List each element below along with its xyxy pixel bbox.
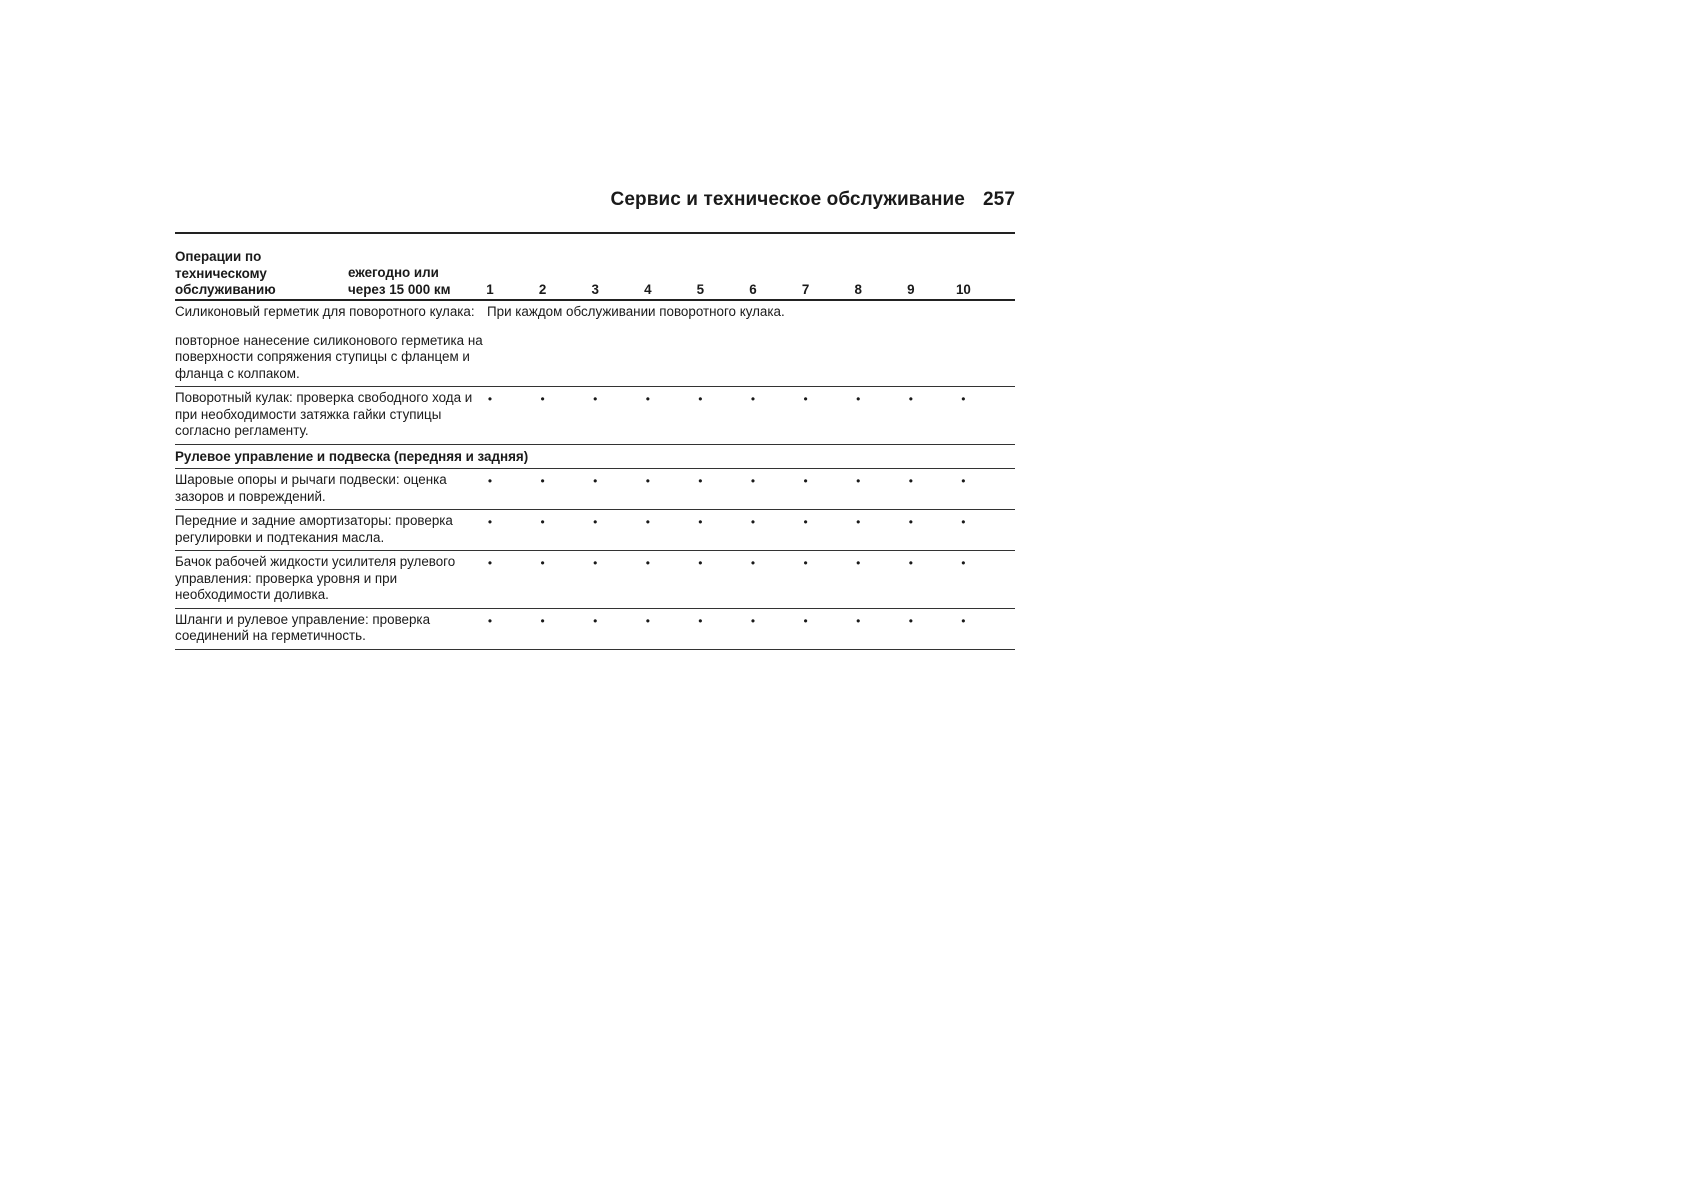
column-header-7: 7 (801, 282, 810, 297)
table-row (175, 387, 1015, 445)
interval-dot: • (698, 515, 703, 529)
operation-cell (175, 387, 485, 444)
operation-text: Поворотный кулак: проверка свободного хода и при необходимости затяжка гайки ступицы согласно регламенту. (175, 390, 473, 438)
interval-dot: • (856, 515, 861, 529)
interval-dot: • (645, 515, 650, 529)
column-header-1: 1 (486, 282, 494, 297)
interval-dot: • (961, 392, 966, 406)
interval-dot: • (908, 613, 913, 628)
operation-text: повторное нанесение силиконового герметика на поверхности сопряжения ступицы с фланцем и фланца с колпаком. (175, 332, 483, 381)
interval-dot: • (908, 556, 913, 570)
table-row (175, 609, 1015, 650)
interval-note: При каждом обслуживании поворотного кулака. (487, 304, 785, 319)
interval-dot: • (487, 474, 493, 488)
interval-dot: • (593, 392, 598, 406)
interval-dot: • (698, 556, 703, 570)
column-header-2: 2 (538, 282, 547, 297)
column-header-10: 10 (955, 282, 971, 297)
operation-text: Шланги и рулевое управление: проверка соединений на герметичность. (175, 611, 431, 643)
maintenance-table (175, 249, 1015, 650)
table-body (175, 301, 1015, 650)
interval-dot: • (593, 613, 598, 628)
interval-dot: • (856, 474, 861, 488)
interval-dot: • (487, 515, 493, 529)
column-header-9: 9 (907, 282, 915, 297)
interval-dot: • (856, 556, 861, 570)
table-header (175, 249, 1015, 301)
interval-dot: • (803, 556, 808, 570)
table-row (175, 301, 1015, 387)
operation-text: Шаровые опоры и рычаги подвески: оценка зазоров и повреждений. (175, 472, 447, 504)
interval-dot: • (750, 474, 756, 488)
interval-dot: • (540, 515, 545, 529)
page-number: 257 (982, 189, 1015, 210)
operation-cell (175, 301, 485, 386)
interval-dot: • (961, 613, 966, 628)
interval-dot: • (540, 474, 545, 488)
interval-dot: • (856, 392, 861, 406)
interval-dot: • (487, 556, 493, 570)
interval-dot: • (645, 474, 650, 488)
interval-dot: • (908, 392, 913, 406)
interval-dot: • (540, 392, 545, 406)
interval-dot: • (803, 474, 808, 488)
operation-cell (175, 551, 485, 608)
operation-text: Силиконовый герметик для поворотного кулака: (175, 304, 475, 319)
interval-dot: • (961, 474, 966, 488)
page-title: Сервис и техническое обслуживание (610, 189, 965, 210)
interval-dot: • (487, 392, 493, 406)
header-rule (175, 232, 1015, 234)
interval-dot: • (593, 556, 598, 570)
interval-dot: • (540, 613, 545, 628)
operation-cell (175, 469, 485, 509)
interval-dot: • (645, 613, 650, 628)
table-row (175, 551, 1015, 609)
interval-dot: • (803, 392, 808, 406)
column-header-3: 3 (591, 282, 599, 297)
interval-dot: • (750, 613, 756, 628)
interval-dot: • (540, 556, 545, 570)
header-operations: Операции по техническому обслуживанию (175, 249, 276, 297)
interval-dot: • (645, 392, 650, 406)
header-interval: ежегодно или через 15 000 км (348, 265, 451, 297)
interval-dot: • (750, 392, 756, 406)
interval-dot: • (908, 474, 913, 488)
interval-dot: • (750, 556, 756, 570)
interval-dot: • (803, 515, 808, 529)
interval-dot: • (698, 474, 703, 488)
interval-dot: • (487, 613, 493, 628)
column-header-8: 8 (854, 282, 862, 297)
interval-dot: • (593, 474, 598, 488)
interval-dot: • (593, 515, 598, 529)
page-header (175, 189, 1015, 211)
table-row (175, 510, 1015, 551)
interval-dot: • (750, 515, 756, 529)
operation-text: Бачок рабочей жидкости усилителя рулевого управления: проверка уровня и при необходимости доливка. (175, 554, 456, 602)
interval-dot: • (698, 613, 703, 628)
operation-cell (175, 609, 485, 649)
interval-dot: • (961, 515, 966, 529)
interval-dot: • (908, 515, 913, 529)
operation-cell (175, 510, 485, 550)
column-header-4: 4 (644, 282, 652, 297)
interval-dot: • (856, 613, 861, 628)
interval-dot: • (645, 556, 650, 570)
table-row (175, 469, 1015, 510)
column-header-5: 5 (696, 282, 705, 297)
interval-dot: • (961, 556, 966, 570)
operation-text: Передние и задние амортизаторы: проверка регулировки и подтекания масла. (175, 513, 453, 545)
section-row: Рулевое управление и подвеска (передняя и задняя) (175, 445, 1015, 470)
interval-dot: • (698, 392, 703, 406)
interval-dot: • (803, 613, 808, 628)
column-header-6: 6 (749, 282, 757, 297)
